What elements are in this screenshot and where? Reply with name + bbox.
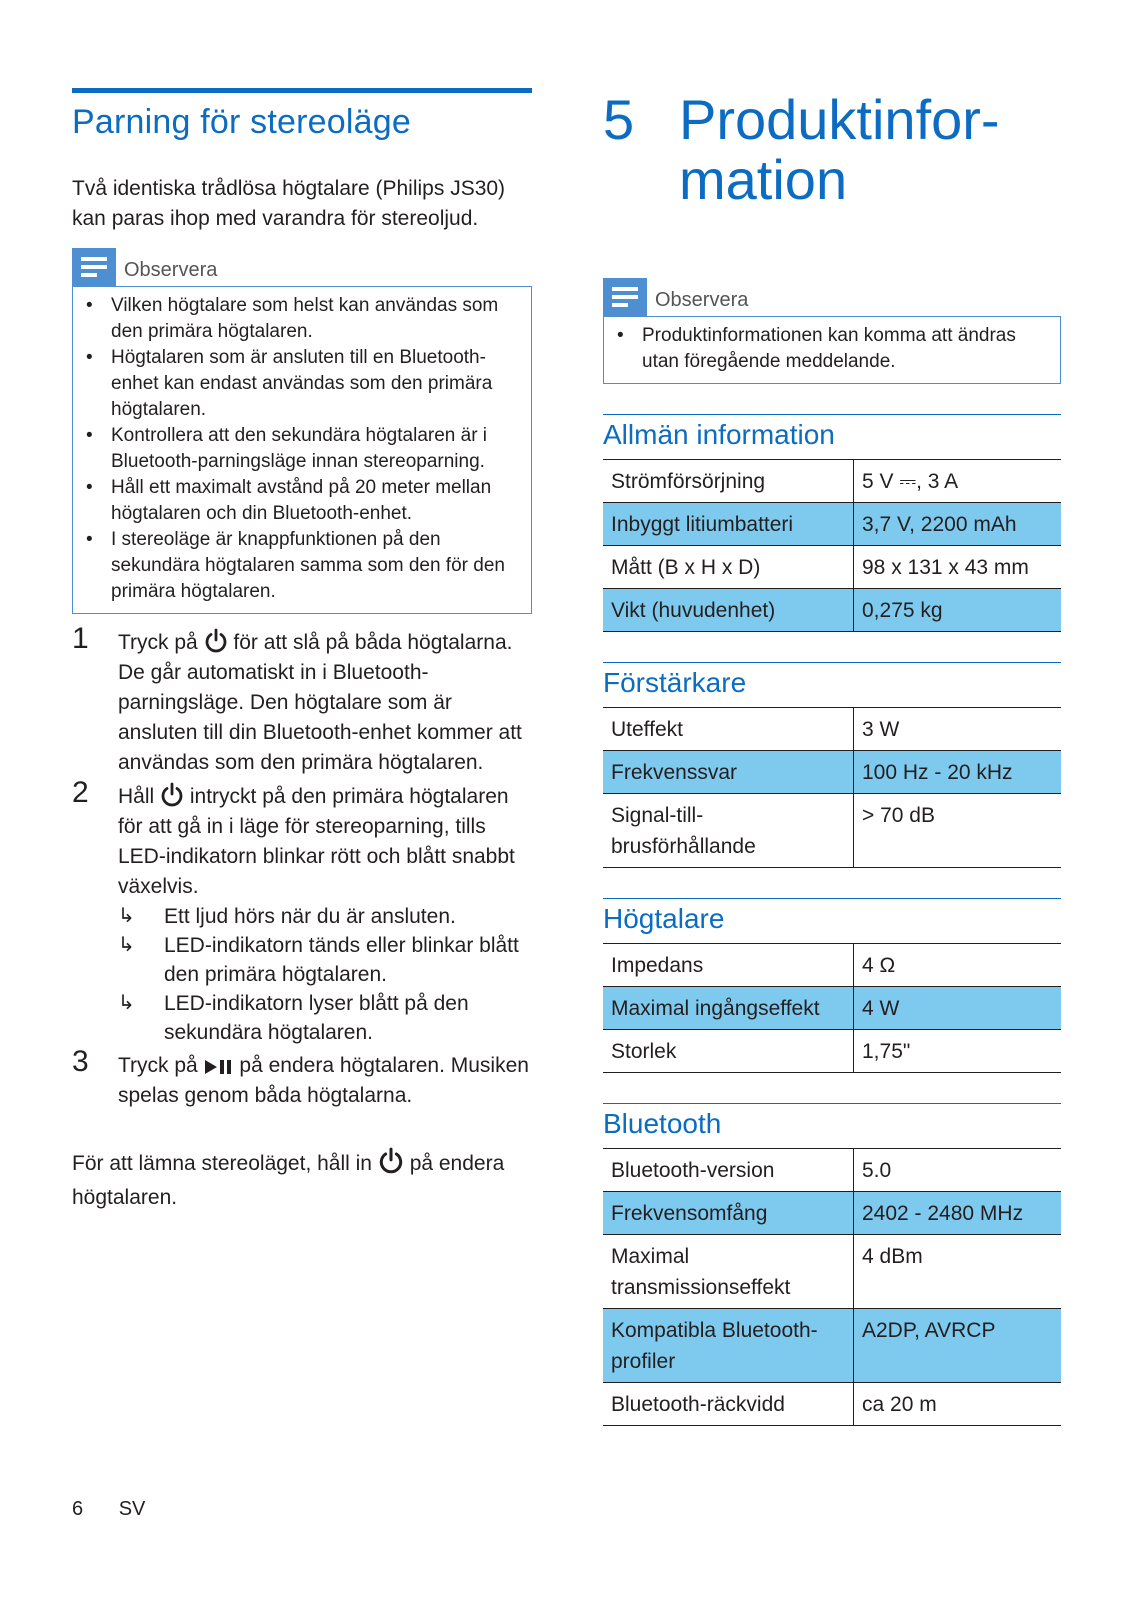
spec-title: Högtalare: [603, 898, 1061, 943]
note-box: [72, 286, 532, 614]
spec-bluetooth: [603, 1103, 1061, 1426]
step-text-post: på endera högtalaren. Musiken spelas genom båda högtalarna.: [118, 1054, 529, 1107]
spec-table: [603, 1148, 1061, 1426]
note-block: [72, 248, 532, 614]
power-icon: [378, 1147, 404, 1175]
step-2: [72, 776, 532, 1047]
note-item: • Produktinformationen kan komma att ändras utan föregående meddelande.: [614, 323, 1052, 375]
spec-amplifier: [603, 662, 1061, 868]
step-text-pre: Håll: [118, 785, 155, 808]
spec-title: Allmän information: [603, 414, 1061, 459]
chapter-title: Produktinfor-mation: [679, 88, 1000, 211]
spec-title: Bluetooth: [603, 1103, 1061, 1148]
table-row: Kompatibla Bluetooth-profiler A2DP, AVRCP: [603, 1309, 1061, 1383]
spec-speaker: [603, 898, 1061, 1073]
table-row: Vikt (huvudenhet) 0,275 kg: [603, 589, 1061, 632]
note-item: • Kontrollera att den sekundära högtalaren är i Bluetooth-parningsläge innan stereoparning.: [83, 423, 523, 475]
result-item: ↳ Ett ljud hörs när du är ansluten.: [118, 902, 532, 931]
step-number: 2: [72, 776, 89, 809]
chapter-number: 5: [603, 88, 635, 151]
right-column: [603, 88, 1061, 1426]
result-arrow-icon: ↳: [118, 934, 135, 956]
table-row: Strömförsörjning 5 V ⎓, 3 A: [603, 460, 1061, 503]
table-row: Inbyggt litiumbatteri 3,7 V, 2200 mAh: [603, 503, 1061, 546]
step-text-post: intryckt på den primära högtalaren för att gå in i läge för stereoparning, tills LED-indikatorn blinkar rött och blått snabbt växelvis.: [118, 785, 515, 898]
note-icon: [603, 278, 647, 316]
step-text-post: för att slå på båda högtalarna. De går automatiskt in i Bluetooth-parningsläge. Den högtalare som är ansluten till din Bluetooth-enhet kommer att användas som den primära högtalaren.: [118, 631, 522, 774]
step-3: [72, 1045, 532, 1111]
language-code: SV: [118, 1498, 146, 1520]
note-list: [83, 293, 523, 605]
result-item: ↳ LED-indikatorn tänds eller blinkar blått den primära högtalaren.: [118, 931, 532, 989]
note-label: Observera: [124, 259, 218, 281]
table-row: Maximal transmissionseffekt 4 dBm: [603, 1235, 1061, 1309]
spec-title: Förstärkare: [603, 662, 1061, 707]
note-item: • Håll ett maximalt avstånd på 20 meter mellan högtalaren och din Bluetooth-enhet.: [83, 475, 523, 527]
steps-list: [72, 622, 532, 1111]
intro-text: Två identiska trådlösa högtalare (Philips JS30) kan paras ihop med varandra för stereoljud.: [72, 177, 506, 230]
section-rule: [72, 88, 532, 93]
table-row: Bluetooth-version 5.0: [603, 1149, 1061, 1192]
page-footer: [72, 1498, 175, 1521]
table-row: Maximal ingångseffekt 4 W: [603, 987, 1061, 1030]
result-list: [118, 902, 532, 1047]
step-text-pre: Tryck på: [118, 631, 198, 654]
exit-text: För att lämna stereoläget, håll in på endera högtalaren.: [72, 1147, 532, 1215]
step-number: 1: [72, 622, 89, 655]
step-text-pre: Tryck på: [118, 1054, 198, 1077]
table-row: Signal-till-brusförhållande > 70 dB: [603, 794, 1061, 868]
note-block: [603, 278, 1061, 384]
table-row: Bluetooth-räckvidd ca 20 m: [603, 1383, 1061, 1426]
note-box: [603, 316, 1061, 384]
spec-table: [603, 459, 1061, 632]
note-icon: [72, 248, 116, 286]
step-number: 3: [72, 1045, 89, 1078]
section-title: Parning för stereoläge: [72, 103, 411, 141]
result-item: ↳ LED-indikatorn lyser blått på den sekundära högtalaren.: [118, 989, 532, 1047]
table-row: Uteffekt 3 W: [603, 708, 1061, 751]
table-row: Impedans 4 Ω: [603, 944, 1061, 987]
note-item: • Högtalaren som är ansluten till en Bluetooth-enhet kan endast användas som den primära högtalaren.: [83, 345, 523, 423]
spec-table: [603, 707, 1061, 868]
chapter-heading: [603, 90, 1061, 210]
table-row: Storlek 1,75": [603, 1030, 1061, 1073]
table-row: Frekvenssvar 100 Hz - 20 kHz: [603, 751, 1061, 794]
table-row: Frekvensomfång 2402 - 2480 MHz: [603, 1192, 1061, 1235]
power-icon: [204, 628, 228, 654]
table-row: Mått (B x H x D) 98 x 131 x 43 mm: [603, 546, 1061, 589]
spec-table: [603, 943, 1061, 1073]
spec-general: [603, 414, 1061, 632]
note-item: • I stereoläge är knappfunktionen på den sekundära högtalaren samma som den för den primära högtalaren.: [83, 527, 523, 605]
result-arrow-icon: ↳: [118, 905, 135, 927]
note-label: Observera: [655, 289, 749, 311]
page-number: 6: [72, 1498, 84, 1520]
left-column: [72, 88, 532, 1215]
step-1: [72, 622, 532, 778]
play-pause-icon: [204, 1057, 234, 1077]
result-arrow-icon: ↳: [118, 992, 135, 1014]
power-icon: [160, 782, 184, 808]
note-item: • Vilken högtalare som helst kan användas som den primära högtalaren.: [83, 293, 523, 345]
